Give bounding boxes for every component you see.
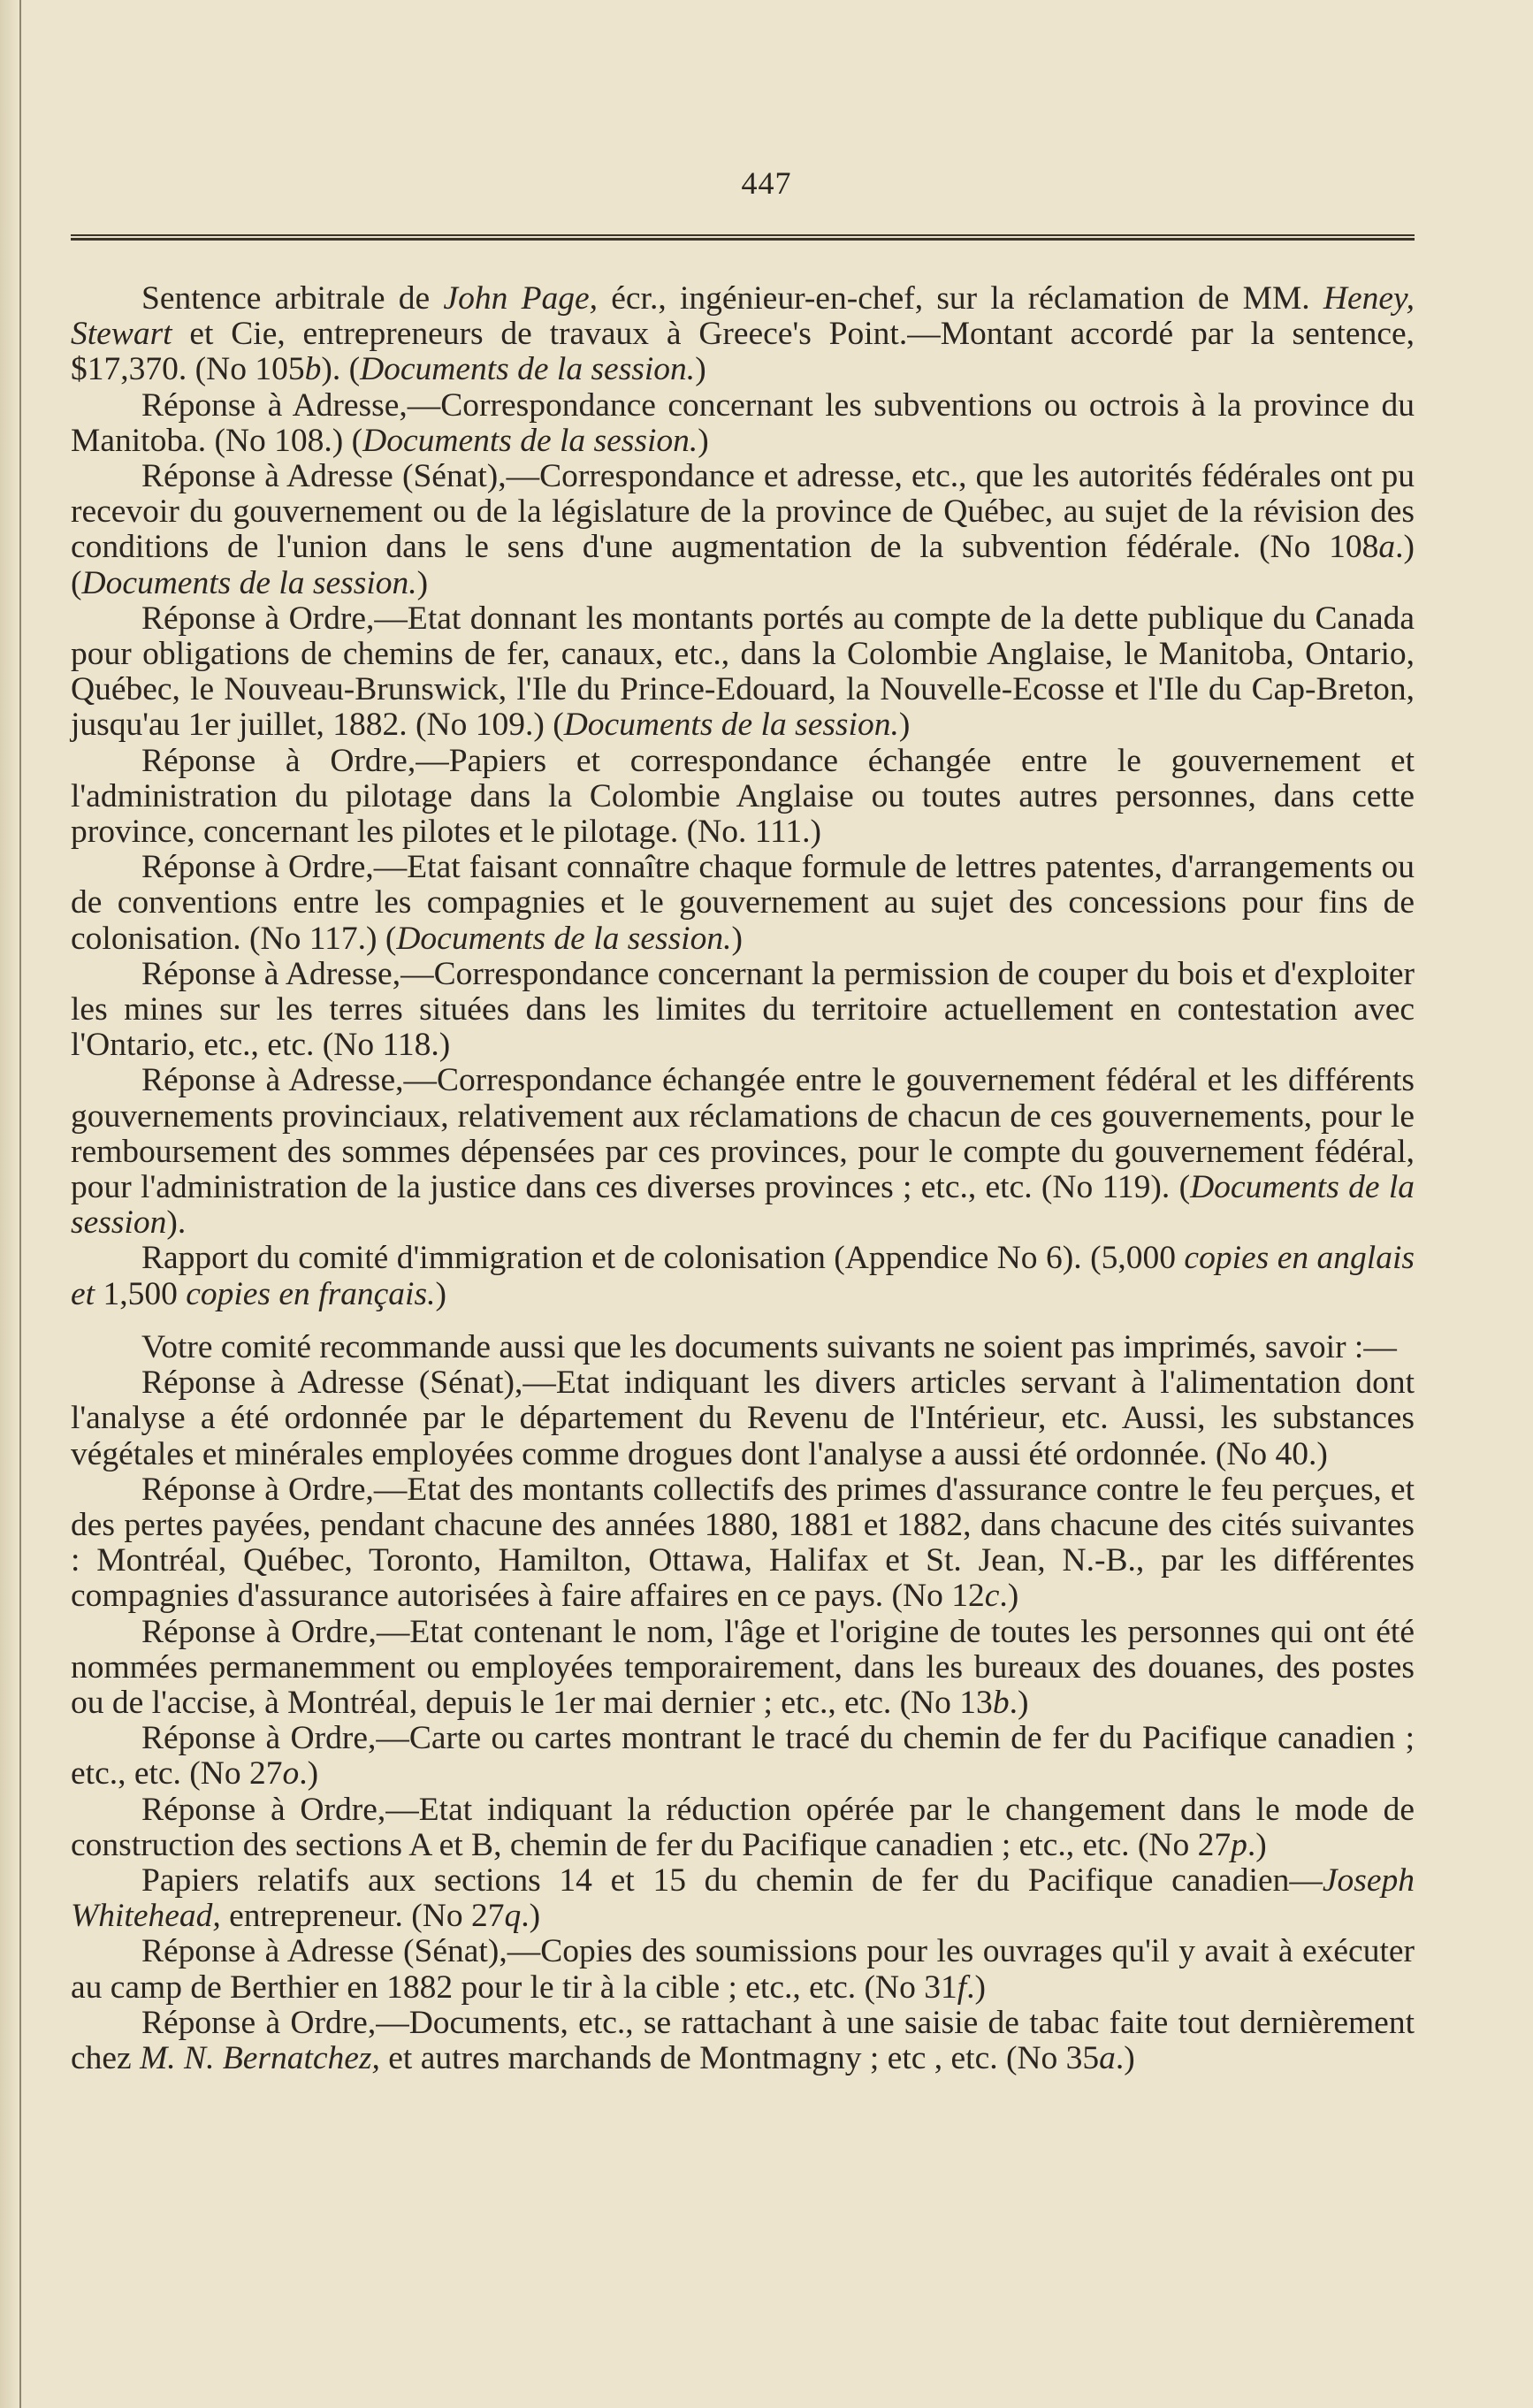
- text-run: Rapport du comité d'immigration et de colonisation (Appendice No 6). (5,000: [141, 1240, 1185, 1277]
- italic-text: b: [992, 1684, 1010, 1721]
- italic-text: a: [1099, 2039, 1116, 2076]
- text-run: ): [731, 920, 743, 957]
- binding-edge-line: [19, 0, 21, 2408]
- italic-text: q: [504, 1898, 522, 1935]
- text-run: Réponse à Ordre,—Carte ou cartes montrant le tracé du chemin de fer du Pacifique canadien ; etc., etc. (No 27: [71, 1720, 1415, 1793]
- document-paragraph: [71, 1863, 1415, 1934]
- text-run: .): [521, 1898, 541, 1935]
- text-run: Réponse à Ordre,—Etat contenant le nom, l'âge et l'origine de toutes les personnes qui ont été nommées permanemment ou employées temporairement, dans les bureaux des douanes, des postes ou de l'accise, à Montréal, depuis le 1er mai dernier ; etc., etc. (No 13: [71, 1613, 1415, 1721]
- text-run: .): [1009, 1684, 1029, 1721]
- document-paragraph: [71, 459, 1415, 601]
- italic-text: Documents de la session.: [81, 564, 417, 601]
- document-paragraph: [71, 1934, 1415, 2005]
- document-paragraph: [71, 1472, 1415, 1615]
- text-run: Papiers relatifs aux sections 14 et 15 du chemin de fer du Pacifique canadien—: [141, 1861, 1323, 1899]
- document-paragraph: [71, 957, 1415, 1064]
- text-run: Réponse à Adresse (Sénat),—Copies des soumissions pour les ouvrages qu'il y avait à exécuter au camp de Berthier en 1882 pour le tir à la cible ; etc., etc. (No 31: [71, 1933, 1415, 2006]
- italic-text: Heney, Stewart: [71, 280, 1415, 353]
- italic-text: p: [1231, 1826, 1247, 1863]
- italic-text: Documents de la session: [71, 1169, 1415, 1242]
- text-run: Sentence arbitrale de: [141, 280, 444, 317]
- text-run: Réponse à Ordre,—Etat indiquant la réduction opérée par le changement dans le mode de construction des sections A et B, chemin de fer du Pacifique canadien ; etc., etc. (No 27: [71, 1791, 1415, 1863]
- document-paragraph: [71, 2006, 1415, 2076]
- header-double-rule: [71, 234, 1415, 241]
- text-run: Réponse à Ordre,—Etat des montants collectifs des primes d'assurance contre le feu perçues, et des pertes payées, pendant chacune des années 1880, 1881 et 1882, dans chacune des cités suivantes : Montréal, Québec, Toronto, Hamilton, Ottawa, Halifax et St. Jean, N.-B., par les différentes compagnies d'assurance autorisées à faire affaires en ce pays. (No 12: [71, 1471, 1415, 1615]
- document-paragraph: [71, 1330, 1415, 1365]
- italic-text: M. N. Bernatchez,: [140, 2039, 380, 2076]
- text-run: Réponse à Adresse (Sénat),—Etat indiquant les divers articles servant à l'alimentation dont l'analyse a été ordonnée par le département du Revenu de l'Intérieur, etc. Aussi, les substances végétales et minérales employées comme drogues dont l'analyse a aussi été ordonnée. (No 40.): [71, 1365, 1415, 1472]
- text-run: .): [966, 1968, 987, 2006]
- document-paragraph: [71, 388, 1415, 459]
- text-run: et autres marchands de Montmagny ; etc , etc. (No 35: [379, 2039, 1100, 2076]
- text-run: 1,500: [95, 1275, 187, 1312]
- italic-text: Joseph Whitehead,: [71, 1861, 1415, 1935]
- italic-text: Documents de la session.: [360, 351, 696, 388]
- text-run: écr., ingénieur-en-chef, sur la réclamation de MM.: [598, 280, 1323, 317]
- italic-text: b: [304, 351, 322, 388]
- text-run: et Cie, entrepreneurs de travaux à Greece's Point.—Montant accordé par la sentence, $17,370. (No 105: [71, 316, 1415, 388]
- document-paragraph: [71, 281, 1415, 388]
- italic-text: f: [957, 1968, 967, 2006]
- italic-text: copies en anglais et: [71, 1240, 1415, 1312]
- document-paragraph: [71, 1721, 1415, 1792]
- text-run: Réponse à Ordre,—Documents, etc., se rattachant à une saisie de tabac faite tout dernièrement chez: [71, 2004, 1415, 2076]
- italic-text: Documents de la session.: [563, 707, 899, 744]
- italic-text: c: [984, 1578, 1000, 1615]
- document-paragraph: [71, 1615, 1415, 1722]
- italic-text: o: [282, 1755, 300, 1793]
- document-paragraph: [71, 850, 1415, 957]
- text-run: Réponse à Adresse,—Correspondance concernant la permission de couper du bois et d'exploiter les mines sur les terres situées dans les limites du territoire actuellement en contestation avec l'Ontario, etc., etc. (No 118.): [71, 955, 1415, 1064]
- text-run: .): [299, 1755, 319, 1793]
- binding-shadow: [0, 0, 19, 2408]
- text-run: ): [435, 1275, 446, 1312]
- document-paragraph: [71, 1365, 1415, 1472]
- text-run: ): [698, 422, 709, 459]
- document-paragraph: [71, 744, 1415, 851]
- document-body: [71, 281, 1415, 2076]
- text-run: .) (: [71, 529, 1415, 601]
- text-run: .): [1115, 2039, 1135, 2076]
- text-run: Réponse à Adresse (Sénat),—Correspondance et adresse, etc., que les autorités fédérales ont pu recevoir du gouvernement ou de la législature de la province de Québec, au sujet de la révision des conditions de l'union dans le sens d'une augmentation de la subvention fédérale. (No 108: [71, 458, 1415, 566]
- text-run: entrepreneur. (No 27: [220, 1898, 505, 1935]
- text-run: Réponse à Ordre,—Etat faisant connaître chaque formule de lettres patentes, d'arrangements ou de conventions entre les compagnies et le gouvernement au sujet des concessions pour fins de colonisation. (No 117.) (: [71, 849, 1415, 957]
- text-run: Réponse à Ordre,—Etat donnant les montants portés au compte de la dette publique du Canada pour obligations de chemins de fer, canaux, etc., dans la Colombie Anglaise, le Manitoba, Ontario, Québec, le Nouveau-Brunswick, l'Ile du Prince-Edouard, la Nouvelle-Ecosse et l'Ile du Cap-Breton, jusqu'au 1er juillet, 1882. (No 109.) (: [71, 600, 1415, 744]
- text-run: Réponse à Adresse,—Correspondance échangée entre le gouvernement fédéral et les différents gouvernements provinciaux, relativement aux réclamations de chacun de ces gouvernements, pour le remboursement des sommes dépensées par ces provinces, pour le compte du gouvernement fédéral, pour l'administration de la justice dans ces diverses provinces ; etc., etc. (No 119). (: [71, 1062, 1415, 1206]
- text-run: .): [1247, 1826, 1267, 1863]
- italic-text: John Page,: [443, 280, 598, 317]
- document-paragraph: [71, 1793, 1415, 1863]
- text-run: .): [999, 1578, 1019, 1615]
- document-paragraph: [71, 1063, 1415, 1241]
- text-run: Réponse à Ordre,—Papiers et correspondance échangée entre le gouvernement et l'administration du pilotage dans la Colombie Anglaise ou toutes autres personnes, dans cette province, concernant les pilotes et le pilotage. (No. 111.): [71, 742, 1415, 851]
- text-run: ).: [166, 1204, 187, 1242]
- text-run: Réponse à Adresse,—Correspondance concernant les subventions ou octrois à la province du Manitoba. (No 108.) (: [71, 386, 1415, 459]
- italic-text: a: [1378, 529, 1396, 566]
- page-number: 447: [741, 165, 792, 201]
- document-paragraph: [71, 1241, 1415, 1311]
- italic-text: Documents de la session.: [362, 422, 698, 459]
- italic-text: copies en français.: [186, 1275, 436, 1312]
- italic-text: Documents de la session.: [396, 920, 732, 957]
- document-paragraph: [71, 601, 1415, 744]
- text-run: ): [898, 707, 911, 744]
- text-run: Votre comité recommande aussi que les documents suivants ne soient pas imprimés, savoir :—: [141, 1328, 1397, 1365]
- text-run: ): [695, 351, 706, 388]
- text-run: ). (: [321, 351, 361, 388]
- text-run: ): [416, 564, 429, 601]
